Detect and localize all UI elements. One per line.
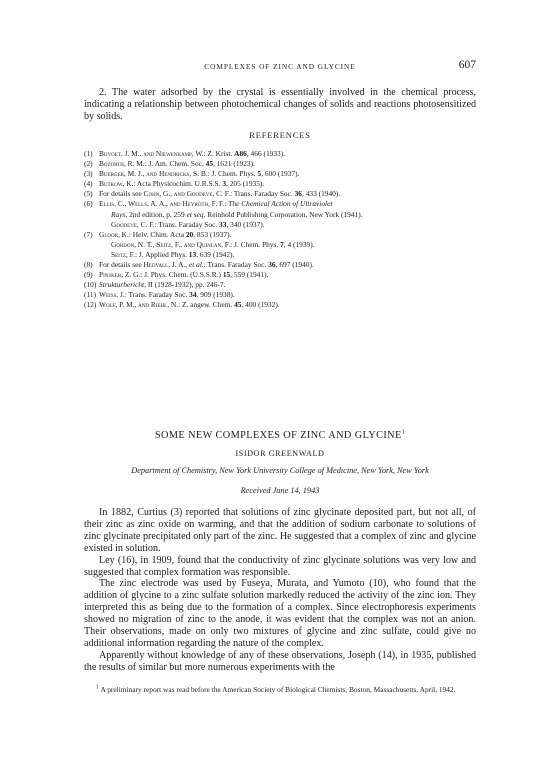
article-body (84, 507, 476, 674)
reference-item (84, 159, 476, 169)
reference-number: (5) (84, 189, 93, 199)
reference-number: (4) (84, 179, 93, 189)
reference-text: Pinsker, Z. G.: J. Phys. Chem. (U.S.S.R.) 15, 559 (1941). (99, 270, 269, 280)
body-paragraph: The zinc electrode was used by Fuseya, Murata, and Yumoto (10), who found that the addition of glycine to a zinc sulfate solution markedly reduced the activity of the zinc ion. They interpreted this as being due to the formation of a complex. Since electrophoresis experiments showed no migration of zinc to the anode, it was evident that the complex was not an anion. Their observations, made on only two mixtures of glycine and zinc sulfate, could give no additional information regarding the nature of the complex. (84, 578, 476, 649)
reference-text: For details see Hedvall, J. A., et al.: Trans. Faraday Soc. 36, 697 (1940). (99, 260, 314, 270)
conclusion-block (84, 87, 476, 123)
article-title (84, 430, 476, 441)
reference-text: Seitz, F.: J. Applied Phys. 13, 639 (1942). (111, 249, 235, 259)
reference-number: (11) (84, 290, 97, 300)
reference-text: Bozorth, R. M.: J. Am. Chem. Soc. 45, 1621 (1923). (99, 159, 255, 169)
reference-text: Bijvoet, J. M., and Niewenkamp, W.: Z. Krist. A86, 466 (1933). (99, 149, 286, 158)
received-date: Received June 14, 1943 (240, 486, 320, 495)
reference-number: (12) (84, 300, 97, 310)
body-paragraph: In 1882, Curtius (3) reported that solutions of zinc glycinate deposited part, but not all, of their zinc as zinc oxide on warming, and that the addition of sodium carbonate to solutions of zinc glycinate precipitated only part of the zinc. He suggested that a complex of zinc and glycine existed in solution. (84, 507, 476, 554)
author-affiliation: Department of Chemistry, New York University College of Medicine, New York, New York (131, 466, 429, 475)
reference-text: Gordon, N. T., Seitz, F., and Quinlan, F.: J. Chem. Phys. 7, 4 (1939). (111, 239, 315, 249)
reference-number: (6) (84, 199, 93, 209)
footnote-text: A preliminary report was read before the American Society of Biological Chemists, Boston, Massachusetts, April, 1942. (99, 685, 456, 694)
body-paragraph: Ley (16), in 1909, found that the conductivity of zinc glycinate solutions was very low and suggested that complex formation was responsible. (84, 554, 476, 578)
reference-text: Butkow, K.: Acta Physicochim. U.R.S.S. 3, 205 (1935). (99, 179, 265, 189)
reference-number: (7) (84, 229, 93, 239)
reference-text: Buerger, M. J., and Hendricks, S. B.: J. Chem. Phys. 5, 600 (1937). (99, 169, 300, 179)
reference-text: For details see Cohn, G., and Goodeve, C. F.: Trans. Faraday Soc. 36, 433 (1940). (99, 189, 341, 199)
reference-item (84, 220, 476, 230)
reference-number: (2) (84, 159, 93, 169)
footnote-mark: 1 (96, 684, 99, 691)
reference-item (84, 250, 476, 260)
reference-item (84, 210, 476, 220)
article-title-text: SOME NEW COMPLEXES OF ZINC AND GLYCINE (154, 430, 402, 441)
reference-number: (8) (84, 260, 93, 270)
reference-text: Weiss, J.: Trans. Faraday Soc. 34, 909 (1938). (99, 290, 235, 300)
reference-item (84, 300, 476, 310)
reference-text: Strukturbericht, II (1928-1932), pp. 246-7. (99, 280, 226, 290)
reference-item (84, 179, 476, 189)
reference-number: (3) (84, 169, 93, 179)
reference-item (84, 169, 476, 179)
running-title: COMPLEXES OF ZINC AND GLYCINE (204, 62, 356, 71)
running-head (84, 60, 476, 74)
reference-text: Wolf, P. M., and Riehl, N.: Z. angew. Chem. 45, 400 (1932). (99, 300, 280, 310)
footnote (84, 685, 476, 695)
reference-number: (10) (84, 280, 97, 290)
title-footnote-mark: 1 (401, 429, 406, 436)
reference-list (84, 149, 476, 311)
reference-number: (1) (84, 149, 93, 158)
reference-item (84, 189, 476, 199)
reference-item (84, 260, 476, 270)
reference-item (84, 270, 476, 280)
conclusion-paragraph: 2. The water adsorbed by the crystal is essentially involved in the chemical process, indicating a relationship between photochemical changes of solids and reactions photosensitized by solids. (84, 87, 476, 123)
reference-item (84, 199, 476, 209)
page-number: 607 (458, 59, 476, 71)
reference-item (84, 290, 476, 300)
reference-item (84, 240, 476, 250)
reference-text: Rays, 2nd edition, p. 259 et seq. Reinhold Publishing Corporation, New York (1941). (111, 209, 363, 219)
body-paragraph: Apparently without knowledge of any of these observations, Joseph (14), in 1935, published the results of similar but more numerous experiments with the (84, 649, 476, 673)
reference-item (84, 230, 476, 240)
reference-number: (9) (84, 270, 93, 280)
author-name: ISIDOR GREENWALD (235, 449, 325, 458)
reference-item (84, 149, 476, 159)
reference-text: Gloor, K.: Helv. Chim. Acta 20, 853 (1937). (99, 229, 232, 239)
reference-text: Ellis, C., Wells, A. A., and Heyroth, F. F.: The Chemical Action of Ultraviolet (99, 199, 333, 209)
references-heading: REFERENCES (249, 131, 311, 140)
reference-item (84, 280, 476, 290)
reference-text: Goodeve, C. F.: Trans. Faraday Soc. 33, 340 (1937). (111, 219, 265, 229)
